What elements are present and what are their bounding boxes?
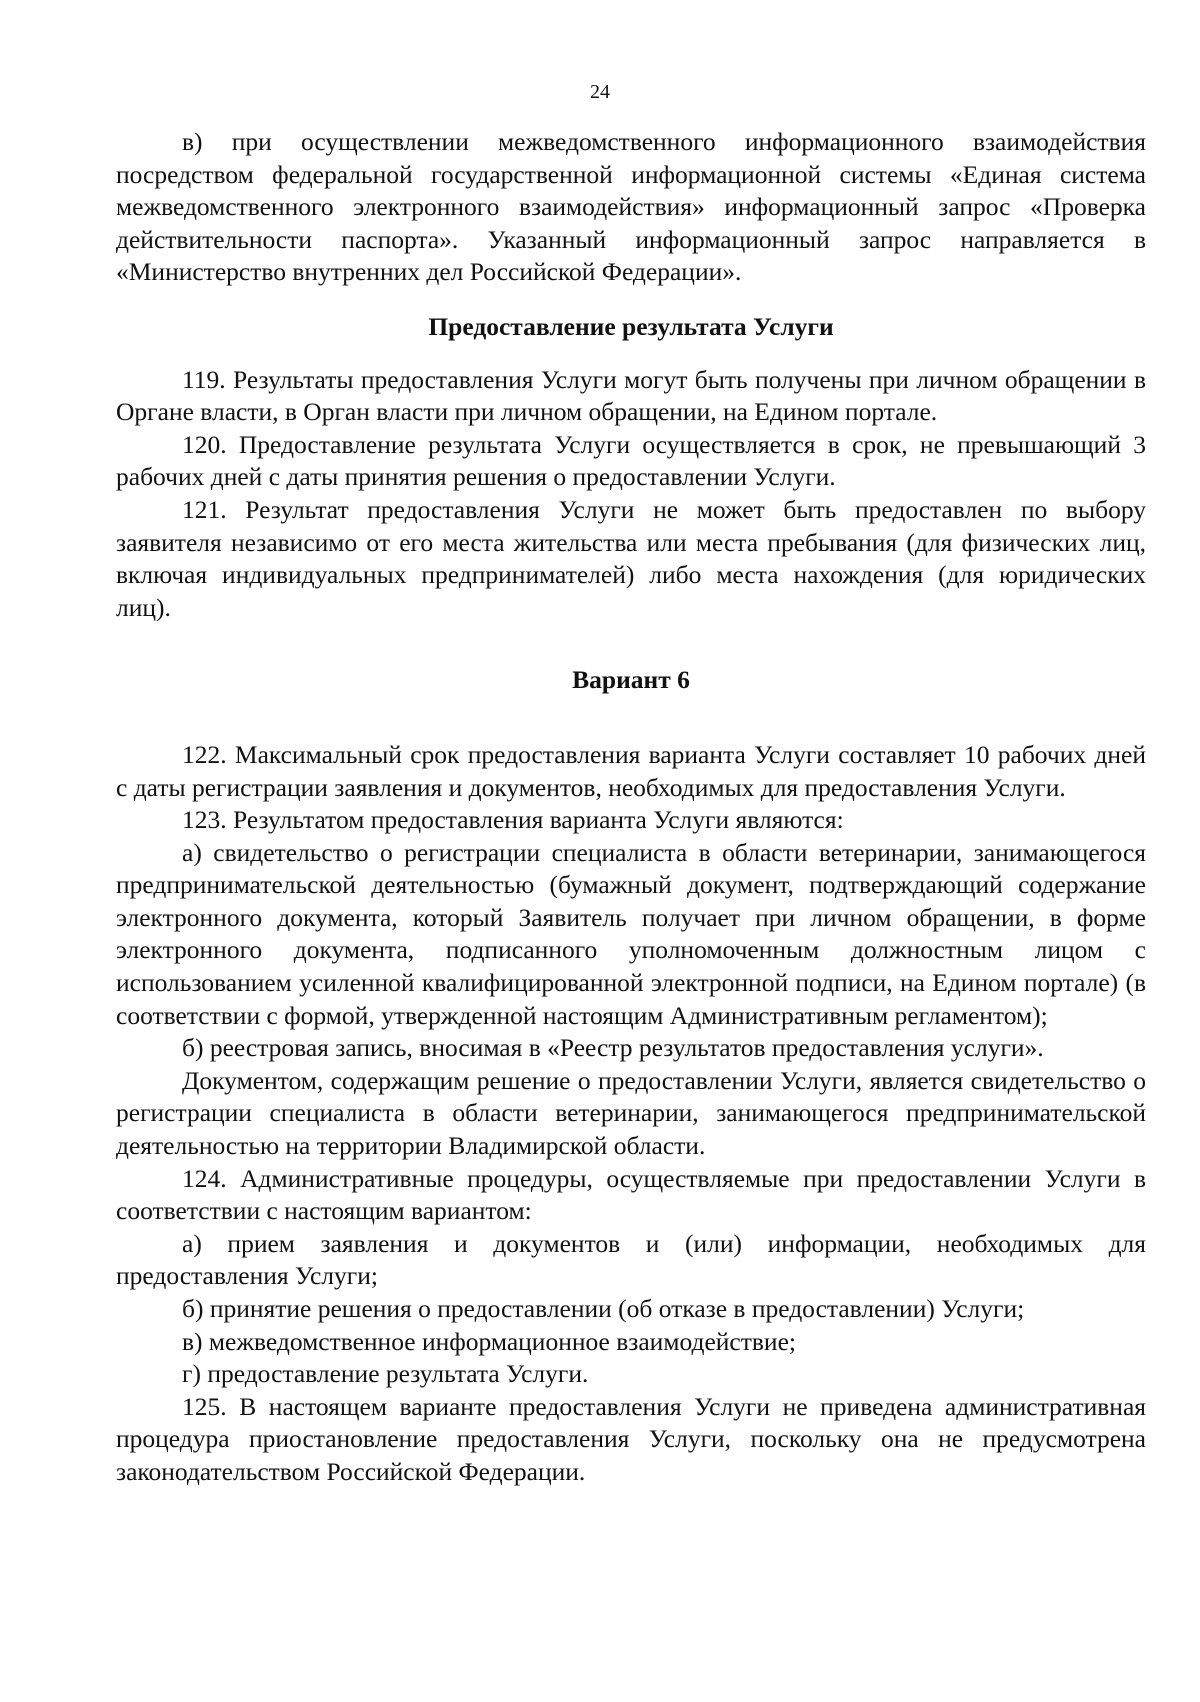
paragraph-125: 125. В настоящем варианте предоставления Услуги не приведена административная процедура приостановление предоставления Услуги, поскольку она не предусмотрена законодательством Российской Федерации. bbox=[116, 1391, 1146, 1486]
paragraph-119: 119. Результаты предоставления Услуги могут быть получены при личном обращении в Органе власти, в Орган власти при личном обращении, на Едином портале. bbox=[116, 364, 1146, 427]
paragraph-124-b: б) принятие решения о предоставлении (об отказе в предоставлении) Услуги; bbox=[182, 1294, 1025, 1323]
paragraph-124: 124. Административные процедуры, осуществляемые при предоставлении Услуги в соответствии с настоящим вариантом: bbox=[116, 1163, 1146, 1226]
page-number: 24 bbox=[590, 81, 610, 103]
paragraph-120: 120. Предоставление результата Услуги осуществляется в срок, не превышающий 3 рабочих дней с даты принятия решения о предоставлении Услуги. bbox=[116, 429, 1146, 492]
paragraph-124-a: а) прием заявления и документов и (или) информации, необходимых для предоставления Услуги; bbox=[116, 1228, 1146, 1291]
section-heading-result: Предоставление результата Услуги bbox=[428, 311, 834, 341]
paragraph-121: 121. Результат предоставления Услуги не может быть предоставлен по выбору заявителя независимо от его места жительства или места пребывания (для физических лиц, включая индивидуальных предпринимателей) либо места нахождения (для юридических лиц). bbox=[116, 494, 1146, 622]
paragraph-v-interagency-request: в) при осуществлении межведомственного информационного взаимодействия посредством федеральной государственной информационной системы «Единая система межведомственного электронного взаимодействия» информационный запрос «Проверка действительности паспорта». Указанный информационный запрос направляется в «Министерство внутренних дел Российской Федерации». bbox=[116, 127, 1146, 287]
paragraph-122: 122. Максимальный срок предоставления варианта Услуги составляет 10 рабочих дней с даты регистрации заявления и документов, необходимых для предоставления Услуги. bbox=[116, 739, 1146, 802]
paragraph-123: 123. Результатом предоставления варианта Услуги являются: bbox=[182, 805, 844, 835]
paragraph-124-g: г) предоставление результата Услуги. bbox=[182, 1359, 589, 1389]
paragraph-123-document: Документом, содержащим решение о предоставлении Услуги, является свидетельство о регистрации специалиста в области ветеринарии, занимающегося предпринимательской деятельностью на территории Владимирской области. bbox=[116, 1065, 1146, 1161]
section-heading-variant-6: Вариант 6 bbox=[572, 665, 690, 695]
paragraph-123-a: а) свидетельство о регистрации специалиста в области ветеринарии, занимающегося предпринимательской деятельностью (бумажный документ, подтверждающий содержание электронного документа, который Заявитель получает при личном обращении, в форме электронного документа, подписанного уполномоченным должностным лицом с использованием усиленной квалифицированной электронной подписи, на Едином портале) (в соответствии с формой, утвержденной настоящим Административным регламентом); bbox=[116, 837, 1146, 1030]
document-body bbox=[116, 126, 1146, 1489]
paragraph-124-v: в) межведомственное информационное взаимодействие; bbox=[182, 1326, 796, 1356]
paragraph-123-b: б) реестровая запись, вносимая в «Реестр результатов предоставления услуги». bbox=[182, 1033, 1044, 1063]
